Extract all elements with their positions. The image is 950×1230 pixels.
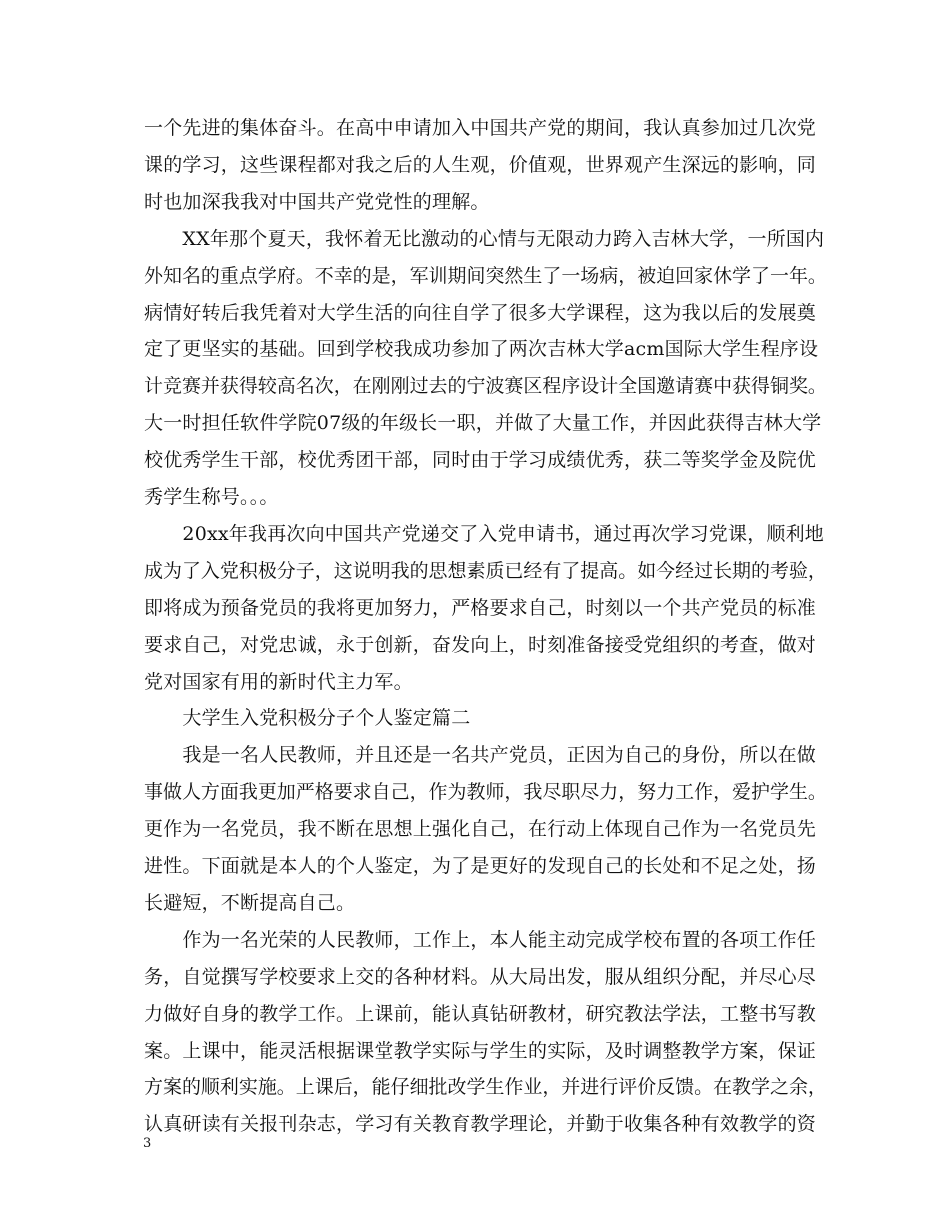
text-line: 成为了入党积极分子，这说明我的思想素质已经有了提高。如今经过长期的考验，	[144, 559, 827, 582]
text-line: 作为一名光荣的人民教师，工作上，本人能主动完成学校布置的各项工作任	[144, 928, 817, 951]
text-line: 我是一名人民教师，并且还是一名共产党员，正因为自己的身份，所以在做	[144, 744, 817, 767]
text-line: 定了更坚实的基础。回到学校我成功参加了两次吉林大学acm国际大学生程序设	[144, 338, 819, 361]
text-line: 力做好自身的教学工作。上课前，能认真钻研教材，研究教法学法，工整书写教	[144, 1002, 817, 1025]
text-line: 事做人方面我更加严格要求自己，作为教师，我尽职尽力，努力工作，爱护学生。	[144, 781, 827, 804]
text-line: 党对国家有用的新时代主力军。	[144, 670, 413, 693]
text-line: 进性。下面就是本人的个人鉴定，为了是更好的发现自己的长处和不足之处，扬	[144, 855, 817, 877]
text-line: 大一时担任软件学院07级的年级长一职，并做了大量工作，并因此获得吉林大学	[144, 412, 822, 435]
text-line: 校优秀学生干部，校优秀团干部，同时由于学习成绩优秀，获二等奖学金及院优	[144, 449, 817, 472]
text-line: 认真研读有关报刊杂志，学习有关教育教学理论，并勤于收集各种有效教学的资	[144, 1113, 817, 1136]
text-line: 方案的顺利实施。上课后，能仔细批改学生作业，并进行评价反馈。在教学之余，	[144, 1076, 827, 1099]
text-line: 外知名的重点学府。不幸的是，军训期间突然生了一场病，被迫回家休学了一年。	[144, 264, 827, 287]
text-line: 课的学习，这些课程都对我之后的人生观，价值观，世界观产生深远的影响，同	[144, 153, 817, 176]
text-line: 即将成为预备党员的我将更加努力，严格要求自己，时刻以一个共产党员的标准	[144, 596, 817, 619]
text-line: 一个先进的集体奋斗。在高中申请加入中国共产党的期间，我认真参加过几次党	[144, 117, 817, 139]
text-line: 要求自己，对党忠诚，永于创新，奋发向上，时刻准备接受党组织的考查，做对	[144, 633, 817, 656]
text-line: 20xx年我再次向中国共产党递交了入党申请书，通过再次学习党课，顺利地	[144, 522, 825, 545]
text-line: 更作为一名党员，我不断在思想上强化自己，在行动上体现自己作为一名党员先	[144, 818, 817, 841]
text-line: 务，自觉撰写学校要求上交的各种材料。从大局出发，服从组织分配，并尽心尽	[144, 965, 817, 988]
text-line: XX年那个夏天，我怀着无比激动的心情与无限动力跨入吉林大学，一所国内	[144, 227, 825, 250]
text-line: 案。上课中，能灵活根据课堂教学实际与学生的实际，及时调整教学方案，保证	[144, 1039, 817, 1062]
text-line: 秀学生称号。。。	[144, 486, 279, 508]
page-number: 3	[143, 1136, 152, 1151]
text-line: 病情好转后我凭着对大学生活的向往自学了很多大学课程，这为我以后的发展奠	[144, 301, 817, 324]
text-line: 大学生入党积极分子个人鉴定篇二	[144, 707, 471, 730]
text-line: 计竞赛并获得较高名次，在刚刚过去的宁波赛区程序设计全国邀请赛中获得铜奖。	[144, 375, 827, 398]
text-line: 长避短，不断提高自己。	[144, 891, 356, 914]
text-line: 时也加深我我对中国共产党党性的理解。	[144, 190, 490, 213]
